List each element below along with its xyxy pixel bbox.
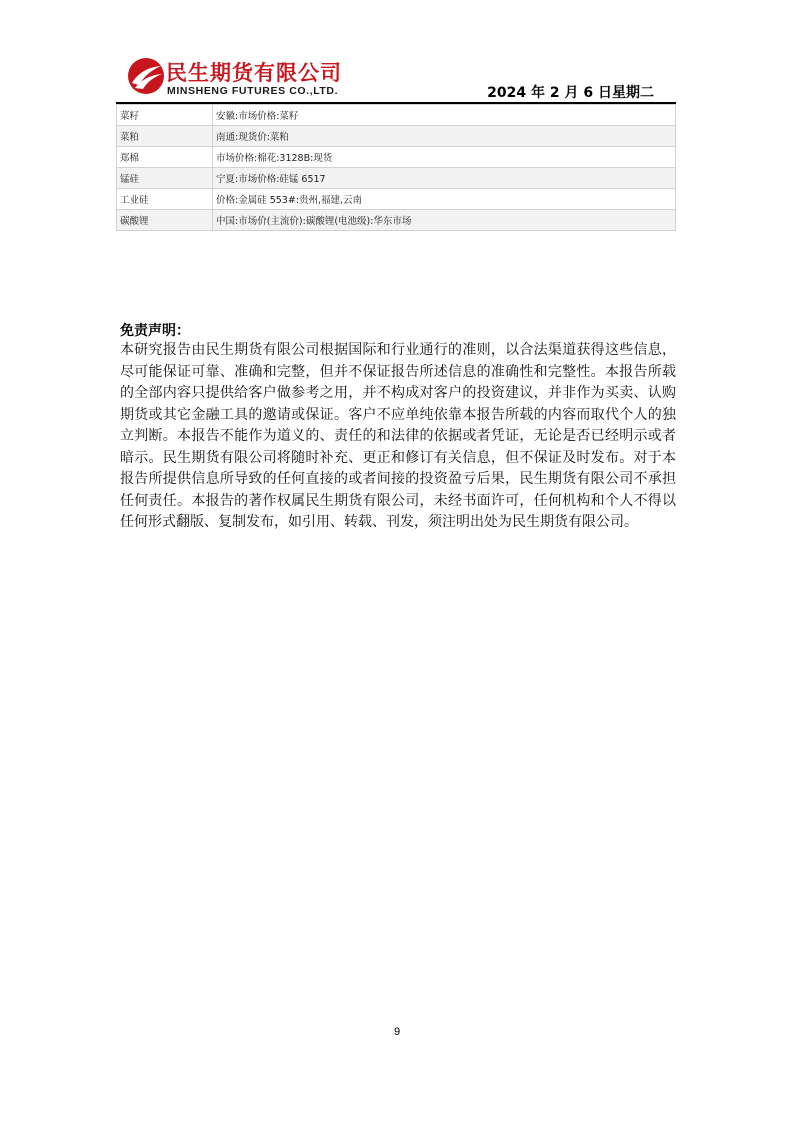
table-row xyxy=(117,147,676,168)
minsheng-logo-icon xyxy=(126,56,166,96)
company-name-cn: 民生期货有限公司 xyxy=(166,61,342,85)
table-row xyxy=(117,210,676,231)
page-number: 9 xyxy=(393,1026,401,1038)
disclaimer-body: 本研究报告由民生期货有限公司根据国际和行业通行的准则，以合法渠道获得这些信息，尽可能保证可靠、准确和完整，但并不保证报告所述信息的准确性和完整性。本报告所载的全部内容只提供给客户做参考之用，并不构成对客户的投资建议，并非作为买卖、认购期货或其它金融工具的邀请或保证。客户不应单纯依靠本报告所载的内容而取代个人的独立判断。本报告不能作为道义的、责任的和法律的依据或者凭证，无论是否已经明示或者暗示。民生期货有限公司将随时补充、更正和修订有关信息，但不保证及时发布。对于本报告所提供信息所导致的任何直接的或者间接的投资盈亏后果，民生期货有限公司不承担任何责任。本报告的著作权属民生期货有限公司，未经书面许可，任何机构和个人不得以任何形式翻版、复制发布，如引用、转载、刊发，须注明出处为民生期货有限公司。 xyxy=(120,342,676,530)
table-row xyxy=(117,168,676,189)
report-date: 2024 年 2 月 6 日星期二 xyxy=(487,85,654,101)
commodity-name: 郑棉 xyxy=(117,147,213,168)
price-source: 宁夏:市场价格:硅锰 6517 xyxy=(213,168,676,189)
commodity-name: 工业硅 xyxy=(117,189,213,210)
price-source: 市场价格:棉花:3128B:现货 xyxy=(213,147,676,168)
page-header xyxy=(116,54,676,102)
commodity-name: 菜籽 xyxy=(117,105,213,126)
disclaimer-title: 免责声明： xyxy=(120,323,190,339)
commodity-name: 碳酸锂 xyxy=(117,210,213,231)
price-source: 价格:金属硅 553#:贵州,福建,云南 xyxy=(213,189,676,210)
price-source: 中国:市场价(主流价):碳酸锂(电池级):华东市场 xyxy=(213,210,676,231)
price-source: 安徽:市场价格:菜籽 xyxy=(213,105,676,126)
commodity-name: 菜粕 xyxy=(117,126,213,147)
table-row xyxy=(117,126,676,147)
company-name-en: MINSHENG FUTURES CO.,LTD. xyxy=(167,85,339,97)
data-source-table xyxy=(116,104,676,231)
table-row xyxy=(117,105,676,126)
table-row xyxy=(117,189,676,210)
price-source: 南通:现货价:菜粕 xyxy=(213,126,676,147)
commodity-name: 锰硅 xyxy=(117,168,213,189)
